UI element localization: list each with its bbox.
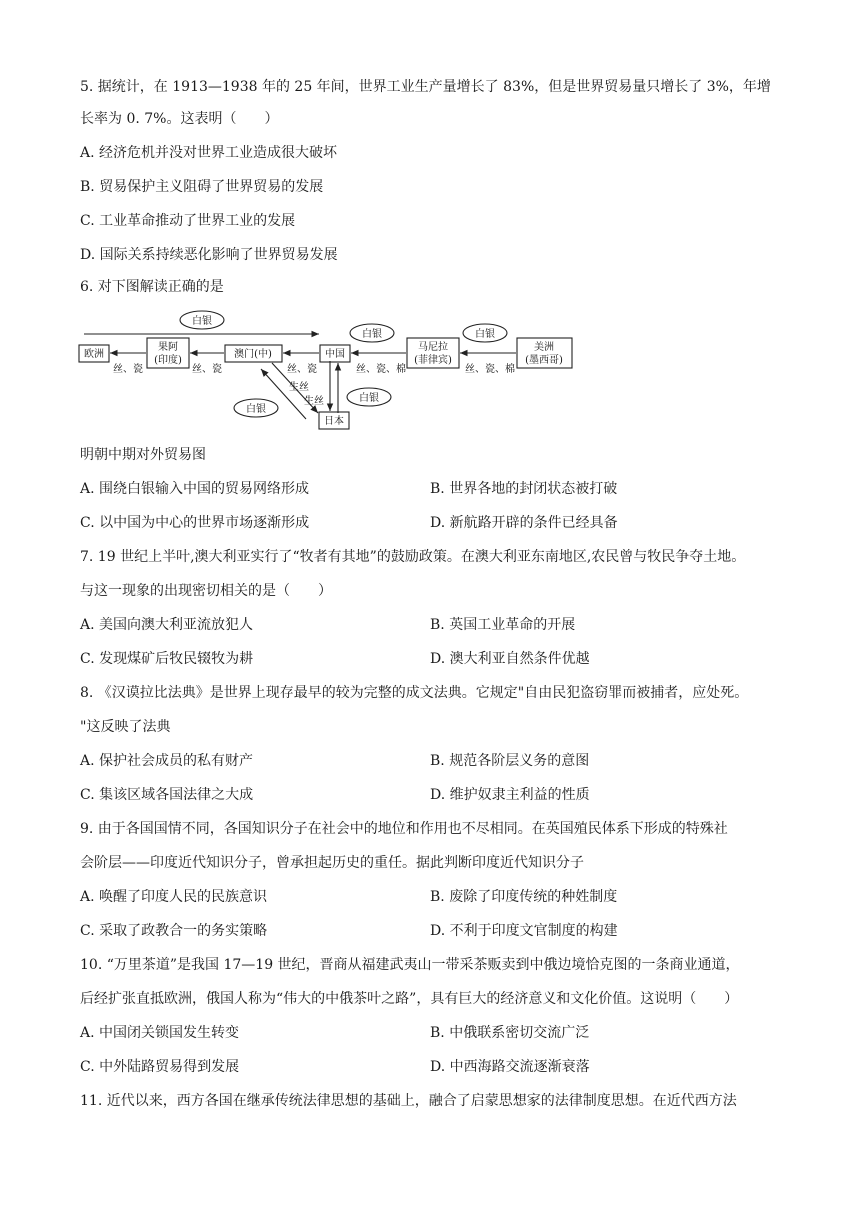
- place-goa: 果阿: [158, 342, 178, 353]
- q9-stem-line1: 9. 由于各国国情不同，各国知识分子在社会中的地位和作用也不尽相同。在英国殖民体系下形成的特殊社: [80, 821, 728, 837]
- goods-label: 丝、瓷、棉: [356, 364, 406, 375]
- place-america-mexico: (墨西哥): [525, 355, 563, 366]
- q5-option-d: D. 国际关系持续恶化影响了世界贸易发展: [80, 247, 338, 263]
- q10-stem-line2: 后经扩张直抵欧洲，俄国人称为“伟大的中俄茶叶之路”，具有巨大的经济意义和文化价值。这说明（ ）: [80, 991, 739, 1007]
- q6-diagram-caption: 明朝中期对外贸易图: [80, 447, 206, 463]
- place-manila-philippines: (菲律宾): [414, 355, 452, 366]
- raw-silk-label: 生丝: [304, 396, 324, 407]
- q8-stem-line1: 8. 《汉谟拉比法典》是世界上现存最早的较为完整的成文法典。它规定"自由民犯盗窃罪而被捕者，应处死。: [80, 685, 749, 701]
- goods-label: 丝、瓷: [113, 364, 143, 375]
- place-america: 美洲: [534, 342, 554, 353]
- q8-option-b: B. 规范各阶层义务的意图: [430, 753, 590, 769]
- q6-option-b: B. 世界各地的封闭状态被打破: [430, 481, 618, 497]
- q9-option-d: D. 不利于印度文官制度的构建: [430, 923, 618, 939]
- trade-route-diagram: [76, 305, 576, 430]
- q8-option-d: D. 维护奴隶主利益的性质: [430, 787, 590, 803]
- q9-option-c: C. 采取了政教合一的务实策略: [80, 923, 268, 939]
- q5-option-b: B. 贸易保护主义阻碍了世界贸易的发展: [80, 179, 324, 195]
- q5-option-c: C. 工业革命推动了世界工业的发展: [80, 213, 296, 229]
- silver-label: 白银: [475, 329, 495, 340]
- q6-option-a: A. 围绕白银输入中国的贸易网络形成: [80, 481, 310, 497]
- goods-label: 丝、瓷: [192, 364, 222, 375]
- q10-option-d: D. 中西海路交流逐渐衰落: [430, 1059, 590, 1075]
- place-europe: 欧洲: [84, 349, 104, 360]
- q5-stem-line1: 5. 据统计，在 1913—1938 年的 25 年间，世界工业生产量增长了 83%，但是世界贸易量只增长了 3%，年增: [80, 79, 771, 95]
- q11-stem-line1: 11. 近代以来，西方各国在继承传统法律思想的基础上，融合了启蒙思想家的法律制度思想。在近代西方法: [80, 1093, 737, 1109]
- q8-option-a: A. 保护社会成员的私有财产: [80, 753, 254, 769]
- q7-stem-line1: 7. 19 世纪上半叶,澳大利亚实行了“牧者有其地”的鼓励政策。在澳大利亚东南地区,农民曾与牧民争夺土地。: [80, 549, 746, 565]
- silver-label: 白银: [362, 329, 382, 340]
- q7-option-c: C. 发现煤矿后牧民辍牧为耕: [80, 651, 254, 667]
- q5-stem-line2: 长率为 0. 7%。这表明（ ）: [80, 111, 279, 127]
- silver-label: 白银: [359, 393, 379, 404]
- place-goa-india: (印度): [154, 355, 182, 366]
- q7-option-b: B. 英国工业革命的开展: [430, 617, 576, 633]
- silver-label: 白银: [246, 404, 266, 415]
- place-china: 中国: [325, 349, 345, 360]
- q5-option-a: A. 经济危机并没对世界工业造成很大破坏: [80, 145, 338, 161]
- goods-label: 丝、瓷: [287, 364, 317, 375]
- q9-stem-line2: 会阶层——印度近代知识分子，曾承担起历史的重任。据此判断印度近代知识分子: [80, 855, 584, 871]
- q7-option-a: A. 美国向澳大利亚流放犯人: [80, 617, 254, 633]
- place-manila: 马尼拉: [418, 342, 448, 353]
- q7-stem-line2: 与这一现象的出现密切相关的是（ ）: [80, 583, 332, 599]
- goods-label: 丝、瓷、棉: [465, 364, 515, 375]
- q8-option-c: C. 集该区域各国法律之大成: [80, 787, 254, 803]
- q10-option-b: B. 中俄联系密切交流广泛: [430, 1025, 590, 1041]
- q9-option-b: B. 废除了印度传统的种姓制度: [430, 889, 618, 905]
- q6-stem: 6. 对下图解读正确的是: [80, 279, 224, 295]
- q7-option-d: D. 澳大利亚自然条件优越: [430, 651, 590, 667]
- q6-option-d: D. 新航路开辟的条件已经具备: [430, 515, 618, 531]
- place-japan: 日本: [324, 416, 344, 427]
- q10-option-c: C. 中外陆路贸易得到发展: [80, 1059, 240, 1075]
- q10-option-a: A. 中国闭关锁国发生转变: [80, 1025, 240, 1041]
- q8-stem-line2: "这反映了法典: [80, 719, 171, 735]
- q9-option-a: A. 唤醒了印度人民的民族意识: [80, 889, 268, 905]
- q6-option-c: C. 以中国为中心的世界市场逐渐形成: [80, 515, 310, 531]
- place-macau: 澳门(中): [234, 349, 272, 360]
- q10-stem-line1: 10. “万里茶道”是我国 17—19 世纪，晋商从福建武夷山一带采茶贩卖到中俄边境恰克图的一条商业通道，: [80, 957, 740, 973]
- silver-label: 白银: [192, 316, 212, 327]
- raw-silk-label: 生丝: [289, 382, 309, 393]
